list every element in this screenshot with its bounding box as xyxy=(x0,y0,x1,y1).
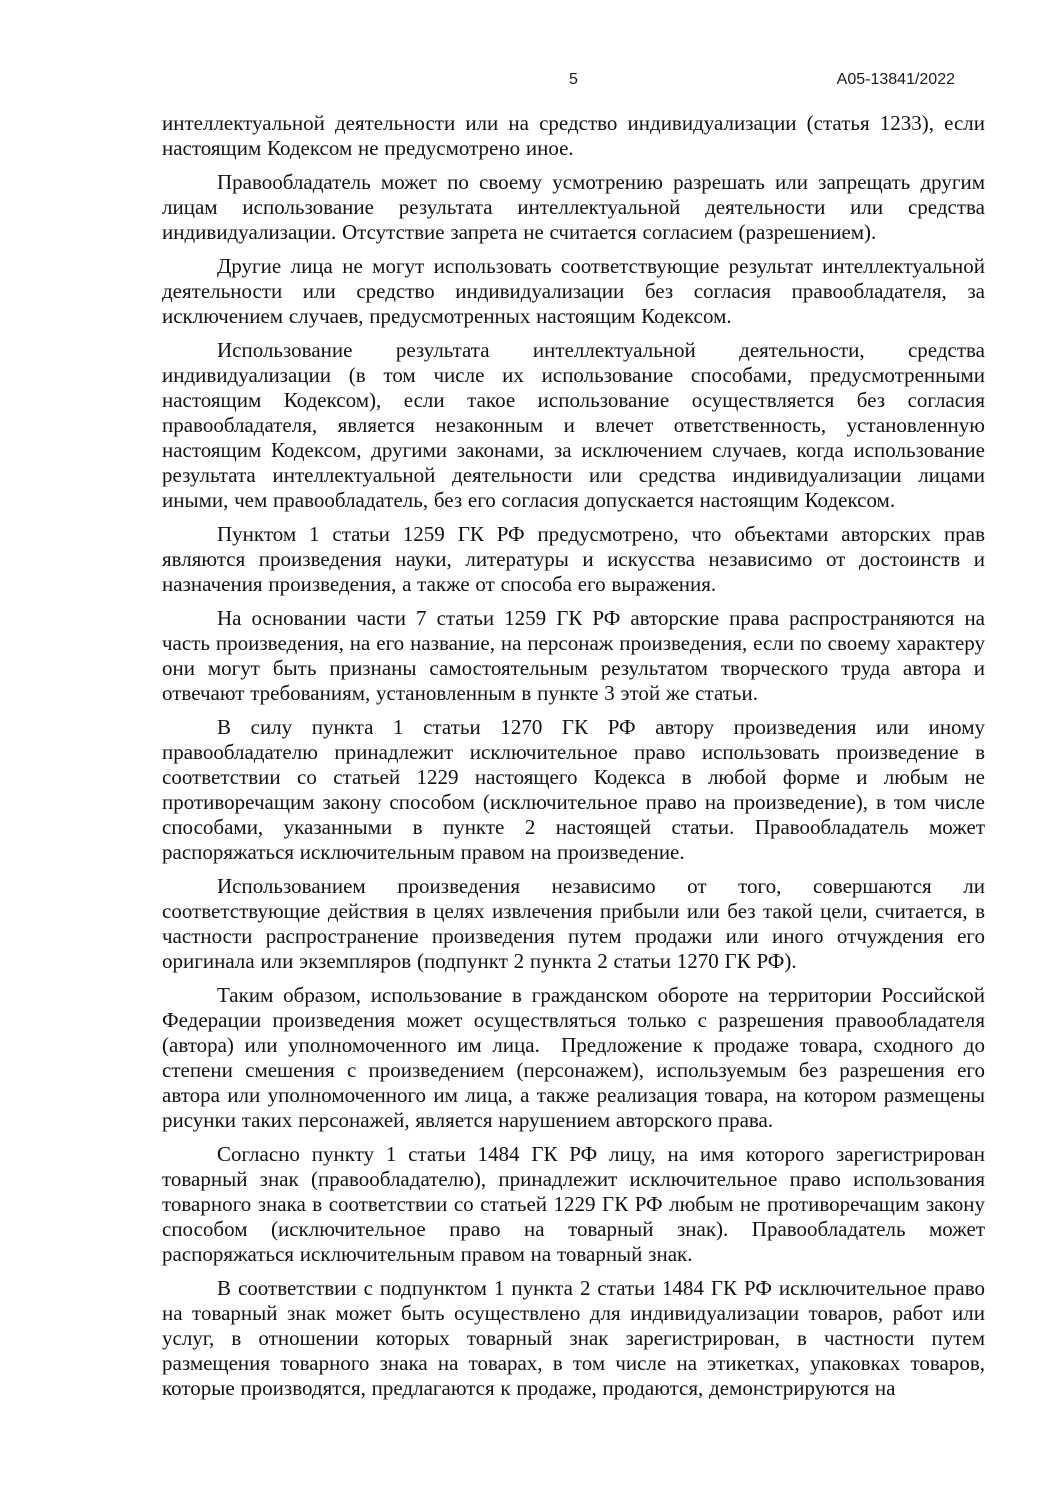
paragraph: Таким образом, использование в гражданском обороте на территории Российской Федерации произведения может осуществляться только с разрешения правообладателя (автора) или уполномоченного им лица. Предложение к продаже товара, сходного до степени смешения с произведением (персонажем), используемым без разрешения его автора или уполномоченного им лица, а также реализация товара, на котором размещены рисунки таких персонажей, является нарушением авторского права. xyxy=(162,983,985,1132)
paragraph: В соответствии с подпунктом 1 пункта 2 статьи 1484 ГК РФ исключительное право на товарный знак может быть осуществлено для индивидуализации товаров, работ или услуг, в отношении которых товарный знак зарегистрирован, в частности путем размещения товарного знака на товарах, в том числе на этикетках, упаковках товаров, которые производятся, предлагаются к продаже, продаются, демонстрируются на xyxy=(162,1276,985,1400)
paragraph: Другие лица не могут использовать соответствующие результат интеллектуальной деятельности или средство индивидуализации без согласия правообладателя, за исключением случаев, предусмотренных настоящим Кодексом. xyxy=(162,254,985,328)
paragraph: В силу пункта 1 статьи 1270 ГК РФ автору произведения или иному правообладателю принадлежит исключительное право использовать произведение в соответствии со статьей 1229 настоящего Кодекса в любой форме и любым не противоречащим закону способом (исключительное право на произведение), в том числе способами, указанными в пункте 2 настоящей статьи. Правообладатель может распоряжаться исключительным правом на произведение. xyxy=(162,715,985,864)
paragraph: интеллектуальной деятельности или на средство индивидуализации (статья 1233), если настоящим Кодексом не предусмотрено иное. xyxy=(162,111,985,160)
document-body xyxy=(162,111,985,1410)
paragraph: Пунктом 1 статьи 1259 ГК РФ предусмотрено, что объектами авторских прав являются произведения науки, литературы и искусства независимо от достоинств и назначения произведения, а также от способа его выражения. xyxy=(162,522,985,596)
paragraph: Согласно пункту 1 статьи 1484 ГК РФ лицу, на имя которого зарегистрирован товарный знак (правообладателю), принадлежит исключительное право использования товарного знака в соответствии со статьей 1229 ГК РФ любым не противоречащим закону способом (исключительное право на товарный знак). Правообладатель может распоряжаться исключительным правом на товарный знак. xyxy=(162,1142,985,1266)
page-number: 5 xyxy=(569,71,578,88)
paragraph: Использование результата интеллектуальной деятельности, средства индивидуализации (в том числе их использование способами, предусмотренными настоящим Кодексом), если такое использование осуществляется без согласия правообладателя, является незаконным и влечет ответственность, установленную настоящим Кодексом, другими законами, за исключением случаев, когда использование результата интеллектуальной деятельности или средства индивидуализации лицами иными, чем правообладатель, без его согласия допускается настоящим Кодексом. xyxy=(162,338,985,512)
page-header xyxy=(162,70,985,90)
case-number: А05-13841/2022 xyxy=(836,71,955,88)
paragraph: Использованием произведения независимо от того, совершаются ли соответствующие действия в целях извлечения прибыли или без такой цели, считается, в частности распространение произведения путем продажи или иного отчуждения его оригинала или экземпляров (подпункт 2 пункта 2 статьи 1270 ГК РФ). xyxy=(162,874,985,973)
paragraph: На основании части 7 статьи 1259 ГК РФ авторские права распространяются на часть произведения, на его название, на персонаж произведения, если по своему характеру они могут быть признаны самостоятельным результатом творческого труда автора и отвечают требованиям, установленным в пункте 3 этой же статьи. xyxy=(162,606,985,705)
paragraph: Правообладатель может по своему усмотрению разрешать или запрещать другим лицам использование результата интеллектуальной деятельности или средства индивидуализации. Отсутствие запрета не считается согласием (разрешением). xyxy=(162,170,985,244)
